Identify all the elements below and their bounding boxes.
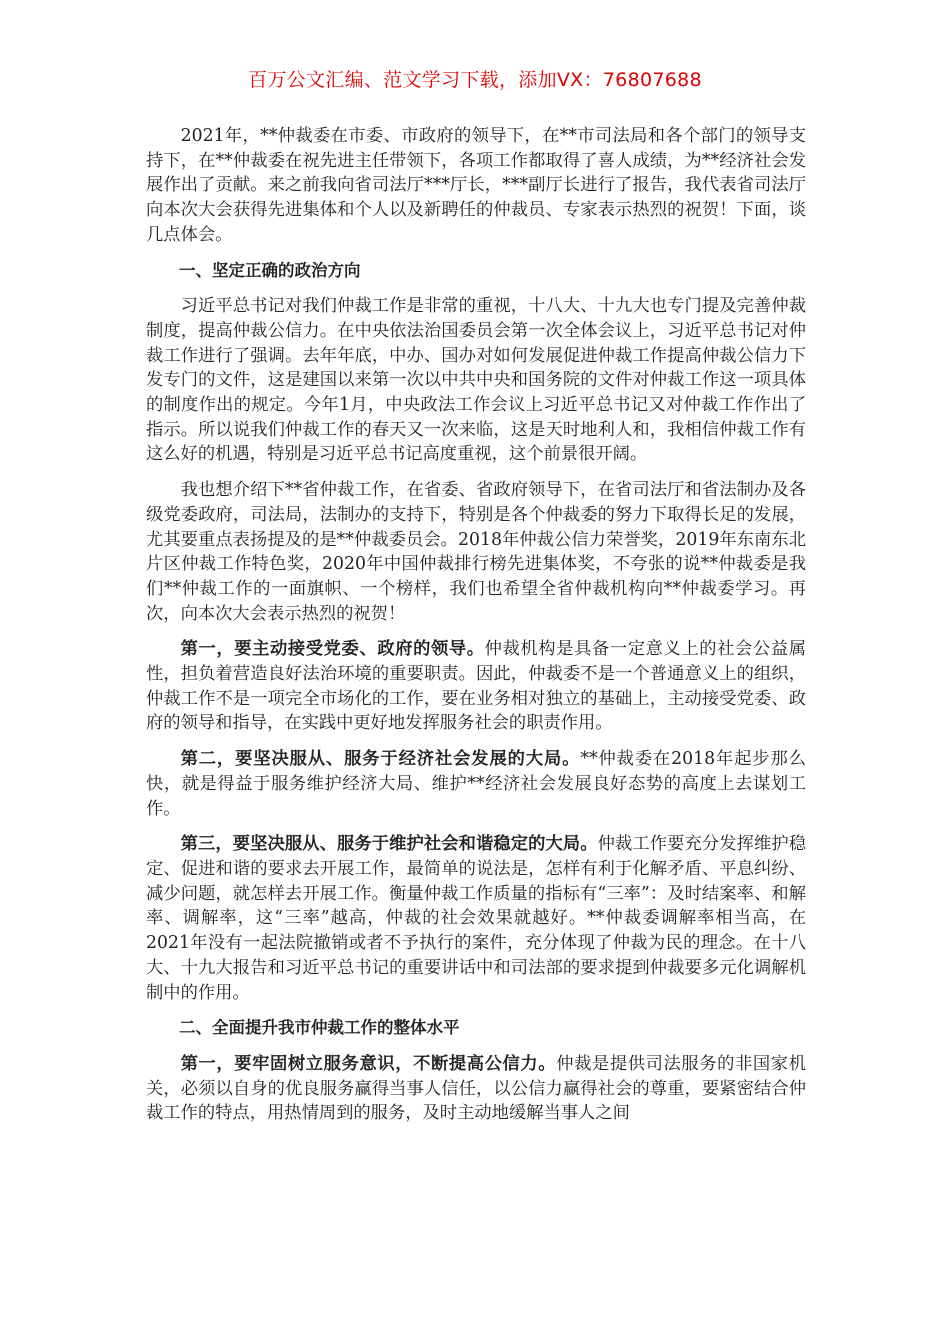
paragraph-text: 仲裁是提供司法服务的非国家机关，必须以自身的优良服务赢得当事人信任，以公信力赢得社会的尊重，要紧密结合仲裁工作的特点，用热情周到的服务，及时主动地缓解当事人之间 — [146, 1053, 806, 1124]
section-heading: 二、全面提升我市仲裁工作的整体水平 — [179, 1018, 460, 1038]
paragraph-text: 仲裁机构是具备一定意义上的社会公益属性，担负着营造良好法治环境的重要职责。因此，仲裁委不是一个普通意义上的组织，仲裁工作不是一项完全市场化的工作，要在业务相对独立的基础上，主动接受党委、政府的领导和指导，在实践中更好地发挥服务社会的职责作用。 — [146, 639, 806, 734]
paragraph-lead: 第三，要坚决服从、服务于维护社会和谐稳定的大局。 — [180, 834, 598, 855]
paragraph — [146, 747, 806, 821]
paragraph — [146, 478, 806, 626]
paragraph-text: 2021年，**仲裁委在市委、市政府的领导下，在**市司法局和各个部门的领导支持下，在**仲裁委在祝先进主任带领下，各项工作都取得了喜人成绩，为**经济社会发展作出了贡献。来之前我向省司法厅***厅长，***副厅长进行了报告，我代表省司法厅向本次大会获得先进集体和个人以及新聘任的仲裁员、专家表示热烈的祝贺！下面，谈几点体会。 — [146, 126, 806, 245]
header-banner: 百万公文汇编、范文学习下载，添加VX：76807688 — [248, 69, 702, 91]
paragraph-text: **仲裁委在2018年起步那么快，就是得益于服务维护经济大局、维护**经济社会发展良好态势的高度上去谋划工作。 — [146, 749, 806, 819]
document-body — [146, 124, 806, 1126]
paragraph-lead: 第一，要牢固树立服务意识，不断提高公信力。 — [180, 1053, 557, 1074]
paragraph-text: 我也想介绍下**省仲裁工作，在省委、省政府领导下，在省司法厅和省法制办及各级党委政府，司法局，法制办的支持下，特别是各个仲裁委的努力下取得长足的发展，尤其要重点表扬提及的是**仲裁委员会。2018年仲裁公信力荣誉奖，2019年东南东北片区仲裁工作特色奖，2020年中国仲裁排行榜先进集体奖，不夸张的说**仲裁委是我们**仲裁工作的一面旗帜、一个榜样，我们也希望全省仲裁机构向**仲裁委学习。再次，向本次大会表示热烈的祝贺！ — [146, 480, 806, 624]
paragraph-lead: 第一，要主动接受党委、政府的领导。 — [180, 639, 485, 660]
paragraph — [146, 832, 806, 1005]
paragraph — [146, 1052, 806, 1126]
paragraph — [146, 294, 806, 467]
paragraph-text: 习近平总书记对我们仲裁工作是非常的重视，十八大、十九大也专门提及完善仲裁制度，提高仲裁公信力。在中央依法治国委员会第一次全体会议上，习近平总书记对仲裁工作进行了强调。去年年底，中办、国办对如何发展促进仲裁工作提高仲裁公信力下发专门的文件，这是建国以来第一次以中共中央和国务院的文件对仲裁工作这一项具体的制度作出的规定。今年1月，中央政法工作会议上习近平总书记又对仲裁工作作出了指示。所以说我们仲裁工作的春天又一次来临，这是天时地利人和，我相信仲裁工作有这么好的机遇，特别是习近平总书记高度重视，这个前景很开阔。 — [146, 296, 806, 465]
paragraph-text: 仲裁工作要充分发挥维护稳定、促进和谐的要求去开展工作，最简单的说法是，怎样有利于化解矛盾、平息纠纷、减少问题，就怎样去开展工作。衡量仲裁工作质量的指标有“三率”：及时结案率、和解率、调解率，这“三率”越高，仲裁的社会效果就越好。**仲裁委调解率相当高，在2021年没有一起法院撤销或者不予执行的案件，充分体现了仲裁为民的理念。在十八大、十九大报告和习近平总书记的重要讲话中和司法部的要求提到仲裁要多元化调解机制中的作用。 — [146, 834, 806, 1003]
paragraph-lead: 第二，要坚决服从、服务于经济社会发展的大局。 — [180, 749, 581, 770]
paragraph — [146, 637, 806, 736]
section-heading: 一、坚定正确的政治方向 — [179, 260, 361, 280]
paragraph — [146, 124, 806, 248]
